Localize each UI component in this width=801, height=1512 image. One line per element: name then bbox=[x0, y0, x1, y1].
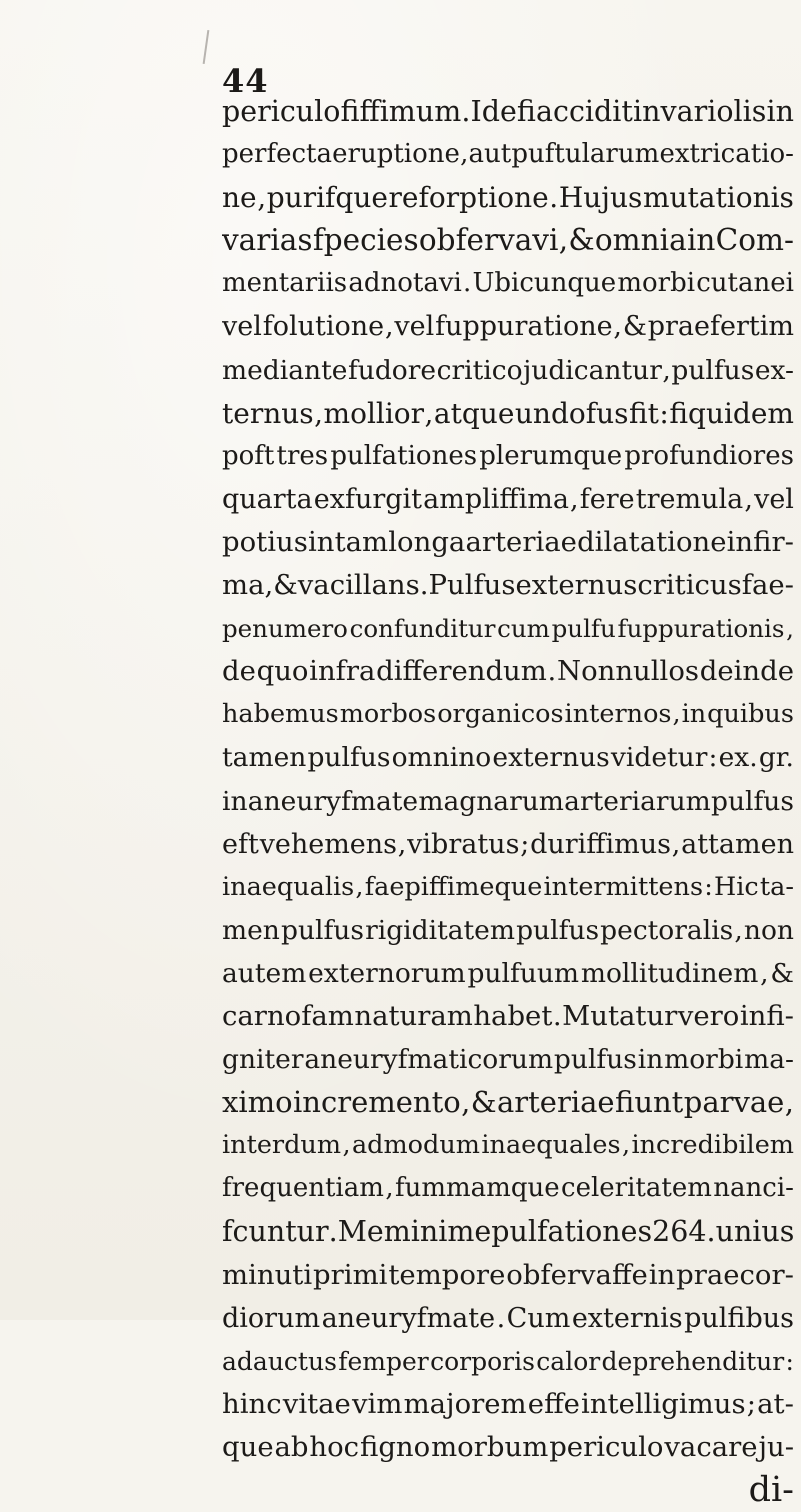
word: vel bbox=[222, 311, 262, 343]
word: . bbox=[419, 569, 429, 602]
word: periculofiffimum bbox=[222, 95, 462, 128]
word: pulfibus bbox=[684, 1302, 794, 1334]
word: fere bbox=[579, 483, 635, 515]
word: , bbox=[760, 957, 769, 989]
text-line bbox=[222, 909, 794, 952]
word: celeritatem bbox=[561, 1173, 712, 1204]
word: morbum bbox=[431, 1430, 549, 1463]
word: incremento bbox=[293, 1085, 461, 1120]
word: Com- bbox=[715, 223, 794, 258]
text-line bbox=[222, 305, 794, 348]
word: de bbox=[222, 655, 256, 688]
word: , bbox=[397, 828, 407, 860]
word: in bbox=[648, 1258, 676, 1291]
text-line bbox=[222, 823, 794, 866]
word: Nonnullos bbox=[557, 655, 700, 688]
word: quarta bbox=[222, 483, 313, 515]
word: attamen bbox=[681, 828, 794, 860]
word: externorum bbox=[308, 957, 466, 989]
word: 264. bbox=[652, 1215, 716, 1249]
word: & bbox=[273, 569, 298, 602]
word: deinde bbox=[699, 655, 794, 688]
word: in bbox=[681, 699, 707, 730]
word: vero bbox=[677, 999, 740, 1032]
word: in bbox=[766, 95, 794, 128]
word: : bbox=[704, 871, 713, 902]
text-line bbox=[222, 521, 794, 564]
word: vibratus bbox=[407, 828, 520, 860]
word: & bbox=[470, 1085, 497, 1120]
word: primi bbox=[313, 1258, 388, 1291]
text-line bbox=[222, 952, 794, 995]
word: pulfu bbox=[551, 614, 616, 644]
word: ; bbox=[520, 828, 530, 860]
word: , bbox=[621, 1130, 631, 1161]
word: , bbox=[314, 396, 324, 430]
body-text bbox=[222, 90, 794, 1512]
word: infra bbox=[309, 655, 376, 688]
word: differendum bbox=[376, 655, 547, 688]
word: ex. bbox=[718, 742, 758, 774]
word: fae- bbox=[741, 569, 794, 602]
word: & bbox=[770, 957, 794, 989]
word: & bbox=[622, 311, 647, 343]
page-number: 44 bbox=[222, 62, 269, 100]
word: externus bbox=[515, 569, 638, 602]
word: infi- bbox=[739, 999, 794, 1032]
word: arteriae bbox=[497, 1085, 615, 1120]
word: , bbox=[384, 311, 394, 343]
text-line bbox=[222, 736, 794, 779]
word: , bbox=[461, 1085, 471, 1120]
word: hinc bbox=[222, 1387, 282, 1420]
word: pulfationes bbox=[330, 440, 478, 471]
word: omnia bbox=[594, 223, 687, 258]
word: exfurgit bbox=[313, 483, 423, 515]
word: pulfus bbox=[516, 914, 600, 946]
text-line bbox=[222, 262, 794, 305]
text-line bbox=[222, 349, 794, 392]
word: ma- bbox=[744, 1044, 794, 1076]
text-line bbox=[222, 1383, 794, 1426]
word: men bbox=[222, 914, 280, 946]
word: Ubicunque bbox=[472, 268, 617, 299]
word: poft bbox=[222, 440, 275, 471]
word: pulfus bbox=[307, 742, 391, 774]
word: plerumque bbox=[479, 440, 623, 471]
word: unius bbox=[715, 1215, 794, 1249]
word: . bbox=[552, 999, 562, 1032]
word: mollior bbox=[323, 396, 425, 430]
word: judicantur bbox=[523, 354, 662, 386]
word: , bbox=[672, 699, 681, 730]
word: Cum bbox=[506, 1302, 571, 1334]
word: ampliffima bbox=[423, 483, 569, 515]
word: in bbox=[222, 785, 248, 817]
word: aneuryfmate bbox=[321, 1302, 496, 1334]
word: puftularum bbox=[511, 139, 660, 170]
word: externus bbox=[492, 742, 610, 774]
word: tres bbox=[276, 440, 329, 471]
word: tamen bbox=[222, 742, 307, 774]
word: , bbox=[662, 354, 671, 386]
word: carnofam bbox=[222, 999, 354, 1032]
word: mutationis bbox=[642, 181, 794, 215]
word: folutione bbox=[262, 311, 385, 343]
text-line bbox=[222, 1254, 794, 1297]
word: confunditur bbox=[349, 614, 496, 644]
word: fuppurationis bbox=[617, 614, 785, 644]
word: fudore bbox=[347, 354, 437, 386]
word: : bbox=[708, 742, 718, 774]
word: in bbox=[307, 525, 335, 558]
text-line bbox=[222, 1297, 794, 1340]
word: mollitudinem bbox=[580, 957, 759, 989]
word: critico bbox=[436, 354, 523, 386]
text-line bbox=[222, 1340, 794, 1383]
word: parvae bbox=[683, 1085, 785, 1120]
word: interdum bbox=[222, 1130, 342, 1161]
word: ma bbox=[222, 569, 265, 602]
word: tam bbox=[334, 525, 389, 558]
word: externis bbox=[571, 1302, 683, 1334]
word: nanci- bbox=[713, 1173, 794, 1204]
word: eft bbox=[222, 828, 259, 860]
word: varias bbox=[222, 223, 313, 258]
word: penumero bbox=[222, 614, 348, 644]
text-line bbox=[222, 133, 794, 176]
text-line bbox=[222, 650, 794, 693]
word: admodum bbox=[351, 1130, 480, 1161]
word: intermittens bbox=[543, 871, 704, 902]
text-line bbox=[222, 564, 794, 607]
word: , bbox=[744, 483, 753, 515]
text-line bbox=[222, 478, 794, 521]
word: ta- bbox=[759, 871, 794, 902]
word: fiunt bbox=[614, 1085, 684, 1120]
word: : bbox=[785, 1346, 794, 1376]
word: inaequales bbox=[481, 1130, 621, 1161]
text-line bbox=[222, 176, 794, 219]
word: me bbox=[447, 1215, 492, 1249]
word: periculo bbox=[549, 1430, 664, 1463]
word: pulfus bbox=[280, 914, 364, 946]
word: hoc bbox=[309, 1430, 360, 1463]
word: arteriarum bbox=[564, 785, 711, 817]
word: Mutatur bbox=[562, 999, 678, 1032]
word: atque bbox=[433, 396, 515, 430]
word: cutanei bbox=[696, 268, 794, 299]
word: majorem bbox=[403, 1387, 527, 1420]
word: videtur bbox=[610, 742, 708, 774]
text-line bbox=[222, 1124, 794, 1167]
word: obfervaffe bbox=[506, 1258, 648, 1291]
word: faepiffimeque bbox=[364, 871, 543, 902]
word: organicos bbox=[437, 699, 564, 730]
word: diorum bbox=[222, 1302, 321, 1334]
word: Hujus bbox=[558, 181, 643, 215]
word: mediante bbox=[222, 354, 348, 386]
word: di- bbox=[748, 1470, 794, 1510]
word: morbi bbox=[617, 268, 696, 299]
word: , bbox=[424, 396, 434, 430]
word: . bbox=[496, 1302, 506, 1334]
word: extricatio- bbox=[659, 139, 794, 170]
word: adnotavi bbox=[348, 268, 462, 299]
word: deprehenditur bbox=[601, 1346, 785, 1376]
word: internos bbox=[564, 699, 672, 730]
word: minuti bbox=[222, 1258, 313, 1291]
word: aneuryfmaticorum bbox=[304, 1044, 554, 1076]
word: femper bbox=[338, 1346, 429, 1376]
word: ab bbox=[274, 1430, 309, 1463]
word: que bbox=[222, 1430, 274, 1463]
text-line bbox=[222, 1210, 794, 1253]
word: at- bbox=[757, 1387, 794, 1420]
word: , bbox=[784, 1085, 794, 1120]
word: ne bbox=[222, 181, 257, 215]
word: cum bbox=[497, 614, 550, 644]
word: aneuryfmate bbox=[247, 785, 419, 817]
word: accidit bbox=[536, 95, 633, 128]
word: aut bbox=[468, 139, 512, 170]
word: , bbox=[558, 223, 569, 258]
word: inaequalis bbox=[222, 871, 355, 902]
word: in bbox=[637, 1044, 664, 1076]
word: reforptione bbox=[388, 181, 549, 215]
word: in bbox=[686, 223, 716, 258]
word: vitae bbox=[282, 1387, 351, 1420]
word: pulfuum bbox=[467, 957, 580, 989]
word: quo bbox=[256, 655, 309, 688]
word: habemus bbox=[222, 699, 339, 730]
text-line bbox=[222, 866, 794, 909]
word: mentariis bbox=[222, 268, 348, 299]
text-line bbox=[222, 1081, 794, 1124]
word: duriffimus bbox=[530, 828, 671, 860]
text-line bbox=[222, 392, 794, 435]
word: pulfus bbox=[710, 785, 794, 817]
word: arteriae bbox=[465, 525, 577, 558]
word: undofus bbox=[514, 396, 629, 430]
word: , bbox=[671, 828, 681, 860]
word: ; bbox=[746, 1387, 756, 1420]
word: gniter bbox=[222, 1044, 304, 1076]
word: , bbox=[734, 914, 743, 946]
word: variolis bbox=[660, 95, 767, 128]
word: Pulfus bbox=[428, 569, 516, 602]
word: , bbox=[342, 1130, 351, 1161]
word: criticus bbox=[637, 569, 742, 602]
word: frequentiam bbox=[222, 1173, 384, 1204]
word: . bbox=[547, 655, 557, 688]
word: vacillans bbox=[297, 569, 420, 602]
word: ximo bbox=[222, 1085, 293, 1120]
word: perfecta bbox=[222, 139, 332, 170]
word: fiquidem bbox=[669, 396, 794, 430]
text-line bbox=[222, 219, 794, 262]
word: , bbox=[257, 181, 267, 215]
word: effe bbox=[527, 1387, 580, 1420]
word: fummamque bbox=[395, 1173, 560, 1204]
word: intelligimus bbox=[581, 1387, 746, 1420]
word: . bbox=[549, 181, 559, 215]
word: , bbox=[570, 483, 579, 515]
word: vacare bbox=[664, 1430, 758, 1463]
word: potius bbox=[222, 525, 308, 558]
word: habet bbox=[473, 999, 553, 1032]
word: pectoralis bbox=[600, 914, 734, 946]
word: ju- bbox=[758, 1430, 794, 1463]
word: omnino bbox=[391, 742, 492, 774]
text-line bbox=[222, 1038, 794, 1081]
word: quibus bbox=[707, 699, 794, 730]
word: vel bbox=[754, 483, 794, 515]
word: dilatatione bbox=[577, 525, 727, 558]
word: . bbox=[328, 1215, 338, 1249]
word: naturam bbox=[354, 999, 473, 1032]
word: ex- bbox=[754, 354, 794, 386]
word: fit bbox=[629, 396, 659, 430]
word: corporis bbox=[430, 1346, 535, 1376]
pencil-mark bbox=[203, 30, 210, 64]
word: autem bbox=[222, 957, 307, 989]
word: , bbox=[355, 871, 364, 902]
word: profundiores bbox=[624, 440, 794, 471]
word: infir- bbox=[726, 525, 794, 558]
word: , bbox=[786, 614, 794, 644]
word: vim bbox=[352, 1387, 403, 1420]
word: ternus bbox=[222, 396, 314, 430]
word: , bbox=[385, 1173, 394, 1204]
text-line bbox=[222, 1167, 794, 1210]
word: gr. bbox=[758, 742, 794, 774]
text-line bbox=[222, 435, 794, 478]
word: magnarum bbox=[418, 785, 564, 817]
word: fpecies bbox=[312, 223, 419, 258]
word: tempore bbox=[388, 1258, 506, 1291]
text-line bbox=[222, 1426, 794, 1469]
word: . bbox=[463, 268, 472, 299]
word: vehemens bbox=[259, 828, 398, 860]
text-line bbox=[222, 693, 794, 736]
word: fuppuratione bbox=[435, 311, 613, 343]
text-line bbox=[222, 90, 794, 133]
word: longa bbox=[388, 525, 466, 558]
word: figno bbox=[359, 1430, 431, 1463]
word: Idefi bbox=[470, 95, 536, 128]
word: , bbox=[613, 311, 622, 343]
word: tremula bbox=[635, 483, 744, 515]
word: pulfationes bbox=[491, 1215, 653, 1249]
word: & bbox=[568, 223, 595, 258]
word: pulfus bbox=[553, 1044, 637, 1076]
word: eruptione bbox=[332, 139, 460, 170]
word: obfervavi bbox=[418, 223, 559, 258]
word: in bbox=[632, 95, 661, 128]
word: calor bbox=[536, 1346, 601, 1376]
word: rigiditatem bbox=[365, 914, 515, 946]
word: Hic bbox=[714, 871, 759, 902]
word: adauctus bbox=[222, 1346, 337, 1376]
word: . bbox=[461, 95, 471, 128]
word: vel bbox=[394, 311, 435, 343]
word: praecor- bbox=[676, 1258, 794, 1291]
word: , bbox=[264, 569, 274, 602]
word: : bbox=[659, 396, 669, 430]
text-line bbox=[222, 780, 794, 823]
word: non bbox=[743, 914, 794, 946]
text-line bbox=[222, 1469, 794, 1512]
word: incredibilem bbox=[631, 1130, 794, 1161]
word: , bbox=[460, 139, 469, 170]
word: purifque bbox=[266, 181, 388, 215]
text-line bbox=[222, 607, 794, 650]
text-line bbox=[222, 995, 794, 1038]
word: pulfus bbox=[671, 354, 755, 386]
word: morbi bbox=[664, 1044, 744, 1076]
word: fcuntur bbox=[222, 1215, 329, 1249]
word: morbos bbox=[339, 699, 437, 730]
word: Memini bbox=[337, 1215, 448, 1249]
word: praefertim bbox=[647, 311, 794, 343]
